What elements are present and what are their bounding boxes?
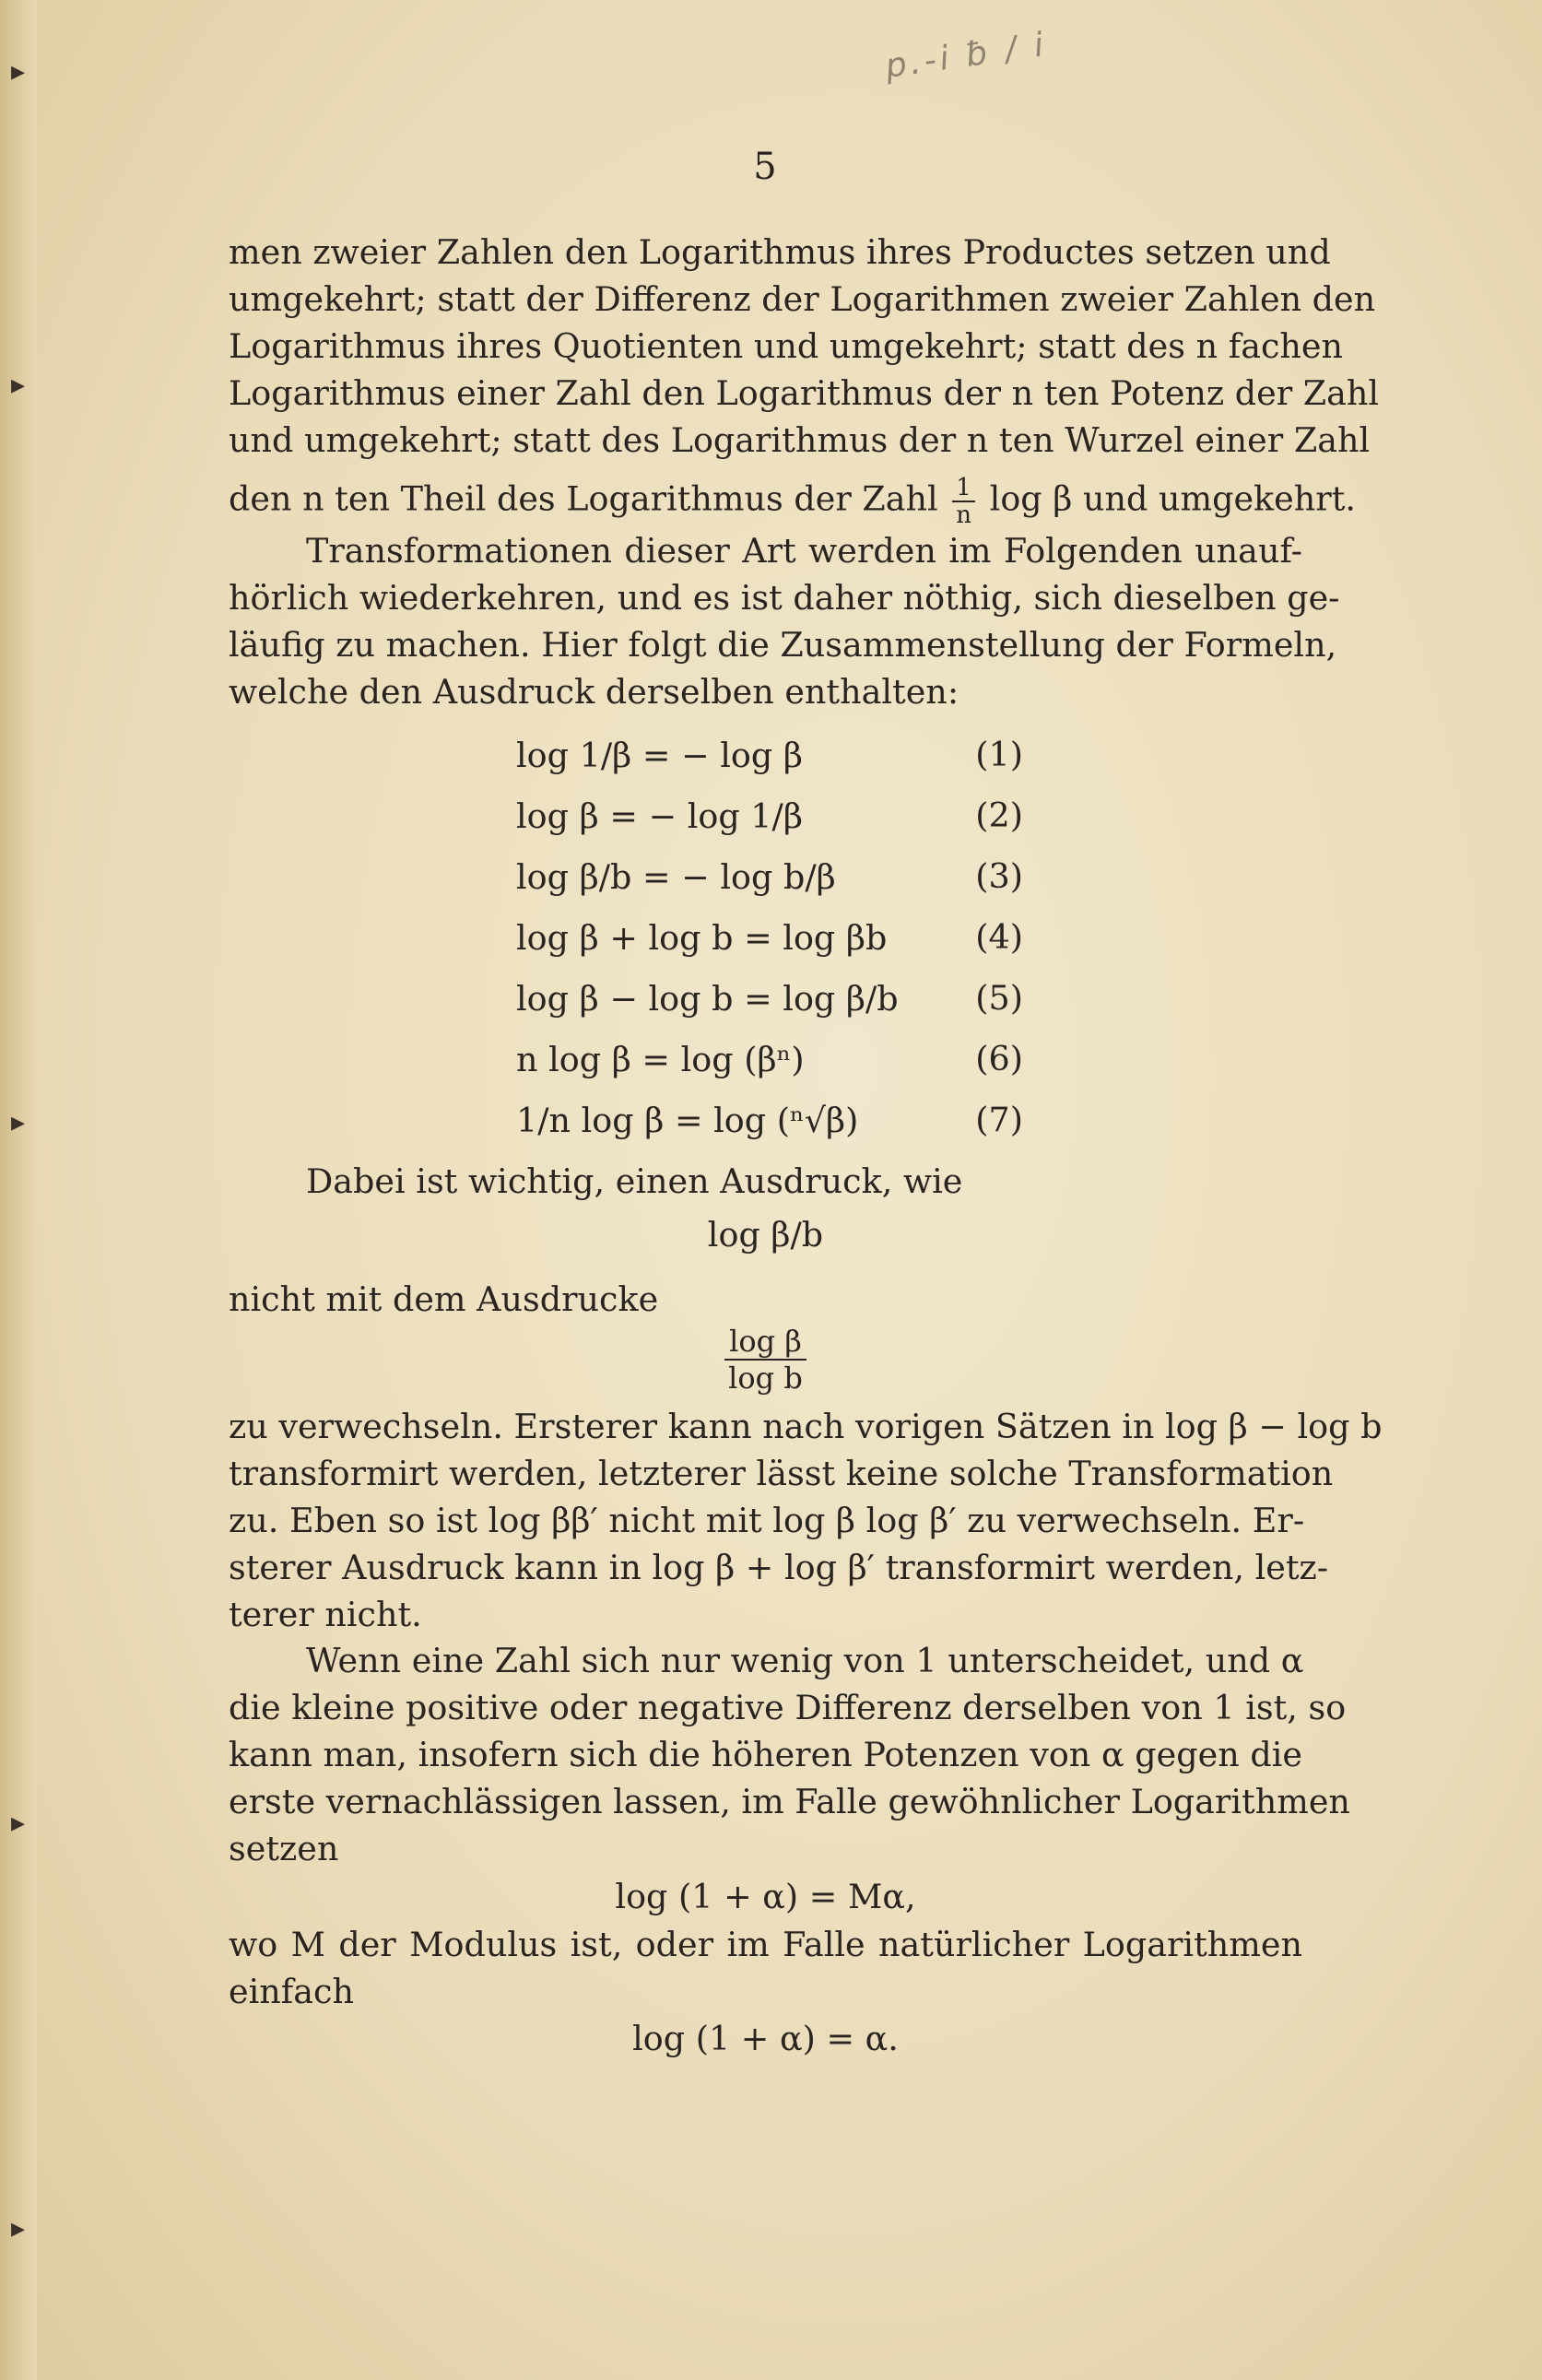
text-line: einfach (229, 1972, 355, 2011)
formula-number: (6) (975, 1039, 1023, 1078)
formula-row (516, 846, 1032, 907)
formula-expression: log β = − log 1/β (516, 795, 803, 836)
formula-expression: log 1/β = − log β (516, 735, 803, 775)
fraction-numerator: log β (724, 1324, 806, 1361)
formula-number: (5) (975, 978, 1023, 1018)
fraction-denominator: n (956, 501, 972, 529)
paragraph-1 (229, 229, 1380, 529)
text-line: umgekehrt; statt der Differenz der Logarithmen zweier Zahlen den (229, 279, 1376, 319)
text-line: zu. Eben so ist log ββ′ nicht mit log β log β′ zu verwechseln. Er- (229, 1501, 1305, 1540)
text-line: zu verwechseln. Ersterer kann nach vorigen Sätzen in log β − log b (229, 1407, 1383, 1446)
formula-expression: n log β = log (βⁿ) (516, 1039, 805, 1079)
formula-number: (3) (975, 856, 1023, 896)
text-fragment: log β und umgekehrt. (989, 478, 1356, 519)
text-line: erste vernachlässigen lassen, im Falle gewöhnlicher Logarithmen (229, 1782, 1350, 1821)
fraction (724, 1324, 806, 1396)
text-line: kann man, insofern sich die höheren Potenzen von α gegen die (229, 1735, 1302, 1774)
paragraph-4-continued (229, 1921, 1302, 2015)
text-line: transformirt werden, letzterer lässt keine solche Transformation (229, 1454, 1334, 1493)
binding-edge (0, 0, 37, 2380)
formula-number: (7) (975, 1100, 1023, 1139)
text-line: Logarithmus ihres Quotienten und umgekehrt; statt des n fachen (229, 326, 1344, 366)
formula-number: (1) (975, 735, 1023, 774)
formula-row (516, 725, 1032, 785)
text-line: wo M der Modulus ist, oder im Falle natürlicher Logarithmen (229, 1925, 1302, 1964)
text-line: und umgekehrt; statt des Logarithmus der n ten Wurzel einer Zahl (229, 420, 1371, 460)
formula-expression: log β + log b = log βb (516, 917, 888, 958)
formula-expression: 1/n log β = log (ⁿ√β) (516, 1100, 859, 1140)
paragraph-3 (229, 1403, 1383, 1638)
text-line: läufig zu machen. Hier folgt die Zusammenstellung der Formeln, (229, 625, 1337, 665)
text-line: die kleine positive oder negative Differenz derselben von 1 ist, so (229, 1688, 1347, 1727)
formula-row (516, 907, 1032, 968)
margin-mark: ▸ (11, 55, 26, 88)
margin-mark: ▸ (11, 2212, 26, 2245)
fraction-numerator: 1 (952, 475, 975, 502)
fraction-denominator: log b (728, 1361, 803, 1396)
paragraph-3-middle (229, 1276, 1302, 1323)
fraction (952, 475, 975, 528)
margin-mark: ▸ (11, 369, 26, 401)
text-line (229, 474, 1356, 529)
text-line: welche den Ausdruck derselben enthalten: (229, 672, 959, 712)
equation-natural-log: log (1 + α) = α. (632, 2019, 899, 2058)
text-line: sterer Ausdruck kann in log β + log β′ transformirt werden, letz- (229, 1548, 1329, 1587)
text-line: setzen (229, 1829, 339, 1868)
text-line: Dabei ist wichtig, einen Ausdruck, wie (306, 1161, 963, 1201)
formula-row (516, 1029, 1032, 1090)
text-line: men zweier Zahlen den Logarithmus ihres Productes setzen und (229, 232, 1331, 272)
margin-mark: ▸ (11, 1106, 26, 1138)
text-line: Transformationen dieser Art werden im Folgenden unauf- (306, 531, 1302, 571)
formula-list (516, 725, 1032, 1150)
formula-row (516, 1090, 1032, 1150)
formula-expression: log β/b = − log b/β (516, 856, 836, 897)
formula-number: (4) (975, 917, 1023, 957)
paragraph-4 (229, 1637, 1350, 1872)
equation-common-log: log (1 + α) = Mα, (615, 1877, 916, 1916)
text-line: Wenn eine Zahl sich nur wenig von 1 unterscheidet, und α (306, 1641, 1304, 1680)
paragraph-3-intro (306, 1158, 1302, 1205)
paragraph-2 (229, 527, 1340, 715)
expression-log-beta-over-b: log β/b (707, 1215, 824, 1255)
margin-mark: ▸ (11, 1807, 26, 1839)
pencil-annotation: p.-i ƀ / i (883, 25, 1050, 87)
formula-expression: log β − log b = log β/b (516, 978, 899, 1019)
text-fragment: den n ten Theil des Logarithmus der Zahl (229, 478, 938, 519)
formula-number: (2) (975, 795, 1023, 835)
text-line: hörlich wiederkehren, und es ist daher nöthig, sich dieselben ge- (229, 578, 1340, 618)
text-line: nicht mit dem Ausdrucke (229, 1279, 659, 1319)
formula-row (516, 968, 1032, 1029)
page-number: 5 (753, 146, 777, 188)
text-line: terer nicht. (229, 1595, 422, 1634)
expression-quotient-of-logs (229, 1324, 1302, 1396)
formula-row (516, 785, 1032, 846)
text-line: Logarithmus einer Zahl den Logarithmus der n ten Potenz der Zahl (229, 373, 1380, 413)
